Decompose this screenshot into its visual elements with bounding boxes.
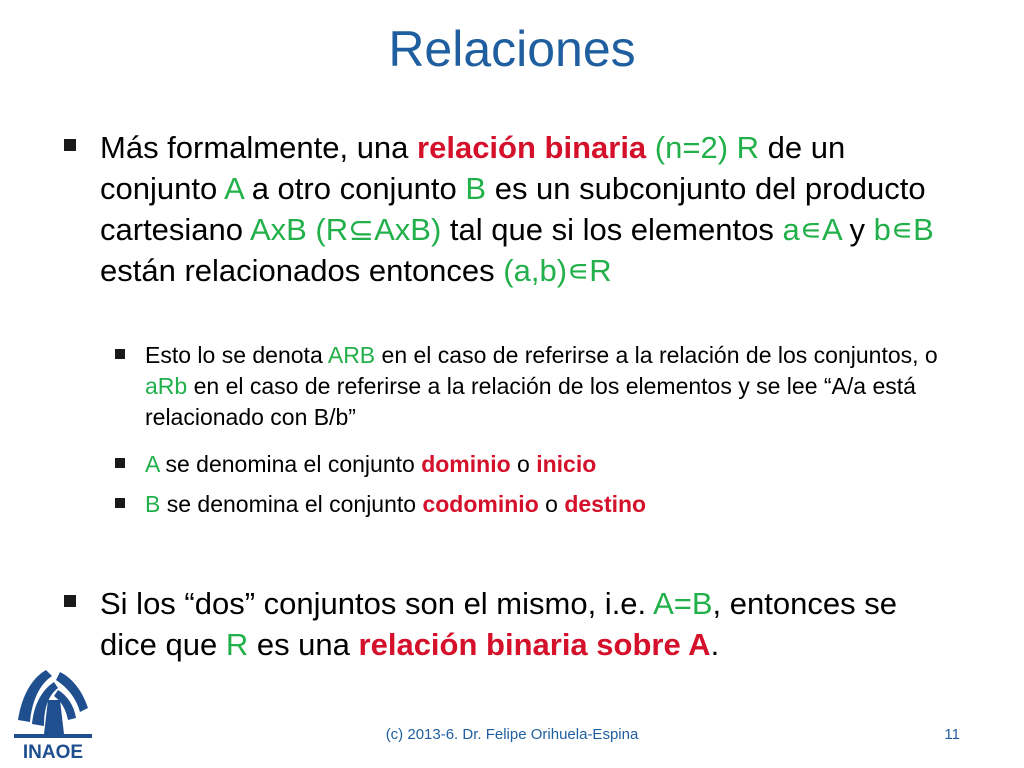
bullet-square-icon bbox=[64, 139, 76, 151]
bullet-square-icon bbox=[115, 349, 125, 359]
page-number: 11 bbox=[944, 726, 960, 743]
bullet-square-icon bbox=[115, 458, 125, 468]
bullet-square-icon bbox=[64, 595, 76, 607]
slide-title: Relaciones bbox=[388, 21, 636, 77]
subbullet-notation: Esto lo se denota ARB en el caso de referirse a la relación de los conjuntos, o aRb en el caso de referirse a la relación de los elementos y se lee “A/a está relacionado con B/b” bbox=[145, 340, 945, 433]
slide-footer: (c) 2013-6. Dr. Felipe Orihuela-Espina bbox=[385, 726, 639, 743]
subbullet-domain: A se denomina el conjunto dominio o inicio bbox=[145, 449, 945, 480]
bullet-square-icon bbox=[115, 498, 125, 508]
inaoe-logo bbox=[8, 660, 98, 765]
subbullet-codomain: B se denomina el conjunto codominio o destino bbox=[145, 489, 945, 520]
bullet-formal-definition: Más formalmente, una relación binaria (n=2) R de un conjunto A a otro conjunto B es un subconjunto del producto cartesiano AxB (R⊆AxB) tal que si los elementos a∊A y b∊B están relacionados entonces (a,b)∊R bbox=[100, 127, 960, 291]
bullet-same-sets: Si los “dos” conjuntos son el mismo, i.e. A=B, entonces se dice que R es una relación binaria sobre A. bbox=[100, 583, 960, 665]
logo-wordmark: INAOE bbox=[22, 742, 84, 763]
